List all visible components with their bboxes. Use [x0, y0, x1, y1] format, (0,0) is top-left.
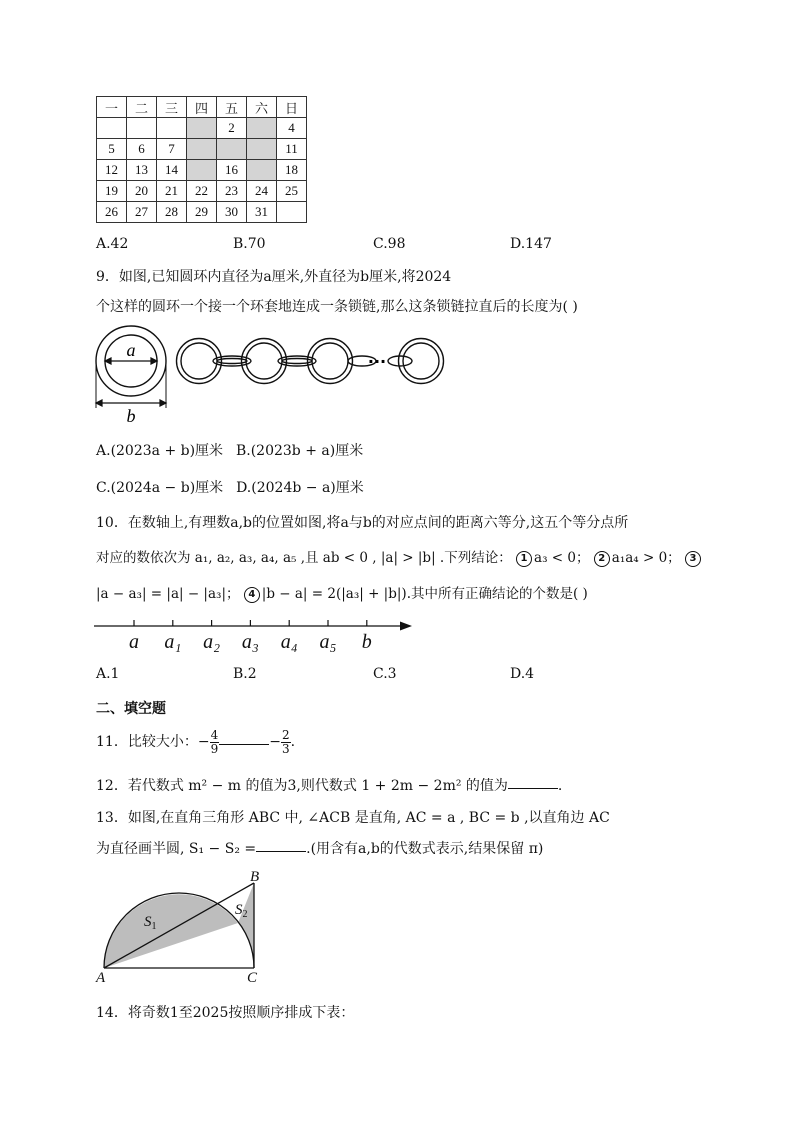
calendar-day-cell — [247, 139, 277, 160]
s2-sub: 2 — [242, 909, 248, 920]
ring-chain-figure — [92, 322, 452, 426]
q11-fraction-1 — [210, 729, 220, 755]
calendar-day-cell: 25 — [277, 181, 307, 202]
q11-fraction-2-num: 2 — [281, 727, 290, 742]
s1-letter: S — [144, 914, 152, 930]
q9-option-c-label: C. — [96, 480, 111, 496]
calendar-day-cell: 19 — [97, 181, 127, 202]
circled-2-icon: 2 — [594, 551, 610, 567]
number-line-label: a₄ — [280, 631, 298, 653]
q9-question-line2: 个这样的圆环一个接一个环套地连成一条锁链,那么这条锁链拉直后的长度为( ) — [96, 299, 578, 315]
calendar-week-row — [97, 160, 307, 181]
q8-option-b: B.70 — [233, 236, 266, 252]
q13-line2-tail: .(用含有a,b的代数式表示,结果保留 π) — [306, 841, 544, 857]
calendar-day-cell: 14 — [157, 160, 187, 181]
q9-option-b: (2023b + a)厘米 — [250, 443, 364, 459]
q10-question-line1: 10．在数轴上,有理数a,b的位置如图,将a与b的对应点间的距离六等分,这五个等分点所 — [96, 515, 629, 531]
q11-fraction-2 — [281, 729, 291, 755]
calendar-day-cell: 26 — [97, 202, 127, 223]
calendar-day-cell — [247, 118, 277, 139]
calendar-day-cell: 18 — [277, 160, 307, 181]
q9-question-line1: 9．如图,已知圆环内直径为a厘米,外直径为b厘米,将2024 — [96, 269, 452, 285]
point-label-b: B — [250, 869, 260, 885]
q10-option-d: D.4 — [510, 666, 535, 682]
calendar-day-cell: 21 — [157, 181, 187, 202]
calendar-header-row — [97, 97, 307, 118]
q9-option-d: (2024b − a)厘米 — [251, 480, 364, 496]
q11-question: 11．比较大小：− $\frac{4}{9}$ − $\frac{2}{3}$ . — [96, 727, 296, 756]
calendar-weekday-header: 六 — [247, 97, 277, 118]
s1-sub: 1 — [151, 921, 157, 932]
q13-question-line2 — [96, 838, 543, 858]
q10-question-line2 — [96, 546, 703, 567]
calendar-day-cell: 31 — [247, 202, 277, 223]
calendar-day-cell: 22 — [187, 181, 217, 202]
circled-3-icon: 3 — [685, 551, 701, 567]
q12-text: 12．若代数式 m² − m 的值为3,则代数式 1 + 2m − 2m² 的值为 — [96, 778, 508, 794]
q8-option-c: C.98 — [373, 236, 406, 252]
calendar-day-cell: 28 — [157, 202, 187, 223]
point-label-c: C — [247, 970, 258, 986]
number-line-label: a₅ — [319, 631, 337, 653]
calendar-day-cell: 27 — [127, 202, 157, 223]
q9-option-a-label: A. — [96, 443, 111, 459]
calendar-weekday-header: 五 — [217, 97, 247, 118]
calendar-day-cell — [187, 160, 217, 181]
chain-ellipsis: ··· — [367, 352, 387, 371]
q12-question: 12．若代数式 m² − m 的值为3,则代数式 1 + 2m − 2m² 的值为 . — [96, 778, 563, 794]
number-line-label: a₂ — [203, 631, 221, 653]
q13-question-line1: 13．如图,在直角三角形 ABC 中, ∠ACB 是直角, AC = a , BC = b ,以直角边 AC — [96, 810, 610, 826]
calendar-day-cell — [157, 118, 187, 139]
q11-minus-1: − — [197, 734, 210, 750]
q11-fraction-1-num: 4 — [210, 727, 219, 742]
calendar-day-cell: 6 — [127, 139, 157, 160]
q10-conclusion-3: |a − a₃| = |a| − |a₃|； — [96, 586, 240, 602]
number-line-label: a₃ — [241, 631, 259, 653]
calendar-day-cell — [277, 202, 307, 223]
calendar-weekday-header: 日 — [277, 97, 307, 118]
point-label-a: A — [96, 970, 106, 986]
q9-options-row1 — [96, 440, 363, 460]
circled-1-icon: 1 — [516, 551, 532, 567]
q10-conclusion-4: |b − a| = 2(|a₃| + |b|) — [261, 586, 407, 602]
calendar-day-cell: 13 — [127, 160, 157, 181]
q10-line2-text: 对应的数依次为 a₁, a₂, a₃, a₄, a₅ ,且 ab < 0 , |a| > |b| .下列结论： — [96, 550, 512, 566]
calendar-day-cell: 12 — [97, 160, 127, 181]
number-line-label: a₁ — [164, 631, 182, 653]
calendar-weekday-header: 一 — [97, 97, 127, 118]
q11-text: 11．比较大小： — [96, 734, 198, 750]
calendar-table — [96, 96, 307, 223]
number-line-label: b — [361, 631, 372, 653]
q9-option-d-label: D. — [236, 480, 252, 496]
calendar-day-cell: 5 — [97, 139, 127, 160]
q10-question-line3 — [96, 582, 588, 603]
q11-minus-2: − — [269, 734, 281, 750]
calendar-day-cell: 16 — [217, 160, 247, 181]
q10-conclusion-1: a₃ < 0； — [534, 550, 590, 566]
q11-answer-blank[interactable] — [219, 744, 269, 745]
calendar-week-row — [97, 181, 307, 202]
semicircle-triangle-figure — [92, 868, 272, 986]
calendar-week-row — [97, 139, 307, 160]
q9-options-row2 — [96, 477, 364, 497]
ring-label-b: b — [126, 406, 136, 426]
q10-option-a: A.1 — [96, 666, 120, 682]
q13-answer-blank[interactable] — [256, 851, 306, 852]
calendar-day-cell: 11 — [277, 139, 307, 160]
calendar-day-cell — [187, 139, 217, 160]
calendar-day-cell — [247, 160, 277, 181]
q9-option-b-label: B. — [235, 443, 251, 459]
calendar-day-cell — [97, 118, 127, 139]
calendar-day-cell: 30 — [217, 202, 247, 223]
q10-option-b: B.2 — [233, 666, 257, 682]
calendar-day-cell: 20 — [127, 181, 157, 202]
q9-option-c: (2024a − b)厘米 — [110, 480, 224, 496]
q11-fraction-2-den: 3 — [281, 741, 290, 756]
q14-question: 14．将奇数1至2025按照顺序排成下表： — [96, 1005, 355, 1021]
q10-option-c: C.3 — [373, 666, 397, 682]
calendar-day-cell: 7 — [157, 139, 187, 160]
calendar-week-row — [97, 202, 307, 223]
q10-conclusion-2: a₁a₄ > 0； — [611, 550, 681, 566]
q9-option-a: (2023a + b)厘米 — [110, 443, 224, 459]
calendar-day-cell: 23 — [217, 181, 247, 202]
ring-label-a: a — [126, 340, 136, 360]
s2-letter: S — [235, 902, 243, 918]
calendar-day-cell: 2 — [217, 118, 247, 139]
calendar-day-cell — [187, 118, 217, 139]
q8-option-a: A.42 — [96, 236, 129, 252]
calendar-weekday-header: 四 — [187, 97, 217, 118]
calendar-day-cell — [127, 118, 157, 139]
calendar-day-cell: 29 — [187, 202, 217, 223]
calendar-day-cell: 24 — [247, 181, 277, 202]
calendar-day-cell: 4 — [277, 118, 307, 139]
q10-line3-tail: .其中所有正确结论的个数是( ) — [406, 586, 588, 602]
calendar-week-row — [97, 118, 307, 139]
circled-4-icon: 4 — [244, 587, 260, 603]
q11-fraction-1-den: 9 — [210, 741, 219, 756]
q8-option-d: D.147 — [510, 236, 552, 252]
number-line-figure — [92, 612, 414, 656]
section-title-fill-blank: 二、填空题 — [96, 701, 166, 717]
calendar-weekday-header: 三 — [157, 97, 187, 118]
calendar-day-cell — [217, 139, 247, 160]
calendar-weekday-header: 二 — [127, 97, 157, 118]
q13-line2-text: 为直径画半圆, S₁ − S₂ = — [96, 841, 257, 857]
number-line-label: a — [129, 631, 139, 653]
q12-answer-blank[interactable] — [508, 788, 558, 789]
